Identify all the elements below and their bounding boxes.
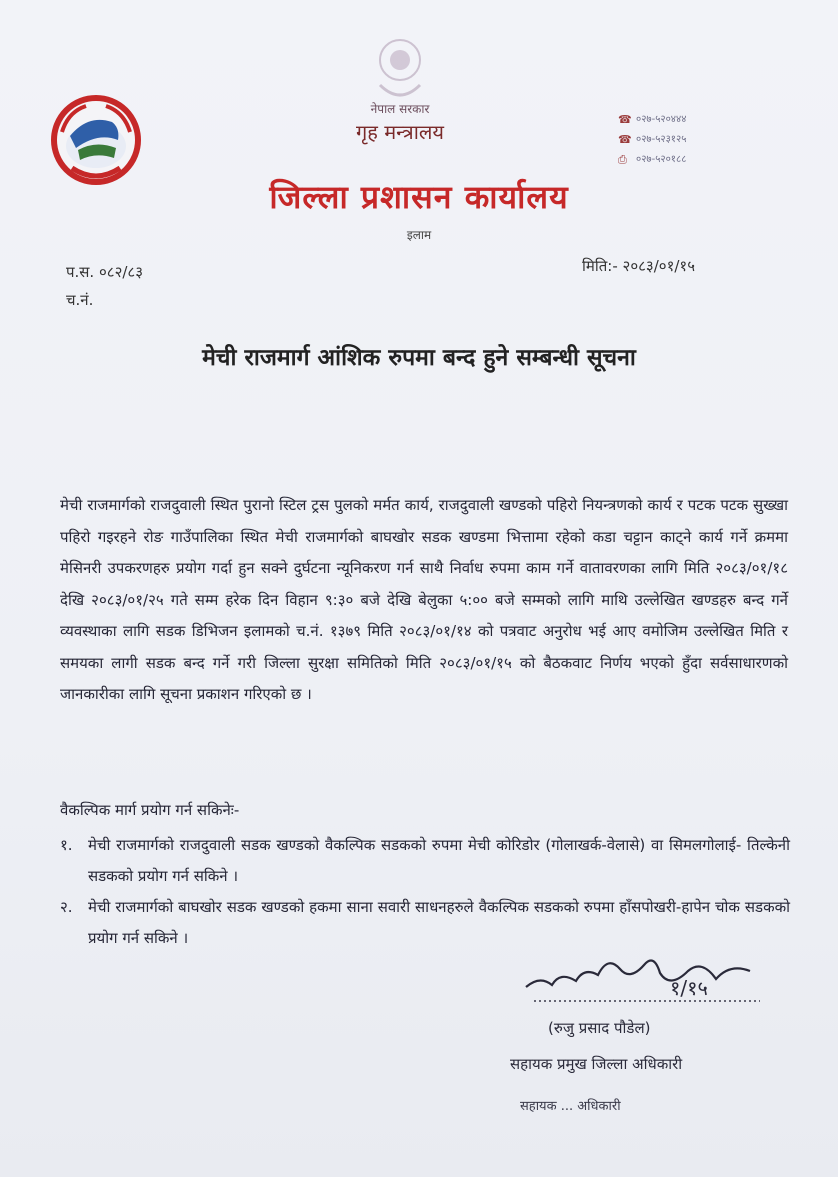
contact-list [618,110,686,170]
ministry-seal-icon [365,30,435,110]
alternatives-list [60,830,790,954]
alternatives-heading: वैकल्पिक मार्ग प्रयोग गर्न सकिनेः- [60,801,240,819]
fax-icon: ⎙ [618,153,627,166]
ministry-block [300,100,500,146]
nepal-emblem-icon [48,92,144,188]
official-stamp: सहायक ... अधिकारी [520,1099,621,1114]
ministry-name: गृह मन्त्रालय [355,120,445,144]
fiscal-number: प.स. ०८२/८३ [66,263,144,281]
phone-icon: ☎ [618,113,632,126]
item-number: १. [60,836,73,854]
contact-phone-1 [618,110,686,130]
contact-number: ०२७-५२०४४४ [636,114,687,125]
item-text: मेची राजमार्गको बाघखोर सडक खण्डको हकमा साना सवारी साधनहरुले वैकल्पिक सडकको रुपमा हाँसपोखरी-हापेन चोक सडकको प्रयोग गर्न सकिने । [88,898,790,947]
government-name: नेपाल सरकार [370,102,430,116]
handwritten-signature-icon [520,945,780,1015]
office-title: जिल्ला प्रशासन कार्यालय [269,178,569,216]
contact-phone-2 [618,130,686,150]
list-item [60,830,790,892]
notice-body: मेची राजमार्गको राजदुवाली स्थित पुरानो स्टिल ट्रस पुलको मर्मत कार्य, राजदुवाली खण्डको पहिरो नियन्त्रणको कार्य र पटक पटक सुख्खा पहिरो गइरहने रोङ गाउँपालिका स्थित मेची राजमार्गको बाघखोर सडक खण्डमा भित्तामा रहेको कडा चट्टान काट्ने कार्य गर्ने क्रममा मेसिनरी उपकरणहरु प्रयोग गर्दा हुन सक्ने दुर्घटना न्यूनिकरण गर्न साथै निर्वाध रुपमा काम गर्ने वातावरणका लागि मिति २०८३/०१/१८ देखि २०८३/०१/२५ गते सम्म हरेक दिन विहान ९:३० बजे देखि बेलुका ५:०० बजे सम्मको लागि माथि उल्लेखित खण्डहरु बन्द गर्ने व्यवस्थाका लागि सडक डिभिजन इलामको च.नं. १३७९ मिति २०८३/०१/१४ को पत्रवाट अनुरोध भई आए वमोजिम उल्लेखित मिति र समयका लागी सडक बन्द गर्ने गरी जिल्ला सुरक्षा समितिको मिति २०८३/०१/१५ को बैठकवाट निर्णय भएको हुँदा सर्वसाधारणको जानकारीका लागि सूचना प्रकाशन गरिएको छ । [60,496,788,703]
signer-designation: सहायक प्रमुख जिल्ला अधिकारी [510,1055,683,1073]
reference-block [66,258,143,314]
item-number: २. [60,898,73,916]
notice-subject: मेची राजमार्ग आंशिक रुपमा बन्द हुने सम्बन्धी सूचना [202,345,636,371]
dispatch-number: च.नं. [66,291,94,309]
item-text: मेची राजमार्गको राजदुवाली सडक खण्डको वैकल्पिक सडकको रुपमा मेची कोरिडोर (गोलाखर्क-वेलासे) वा सिमलगोलाई- तिल्केनी सडकको प्रयोग गर्न सकिने । [88,836,790,885]
letter-date: मिति:- २०८३/०१/१५ [582,257,696,275]
phone-icon: ☎ [618,133,632,146]
contact-number: ०२७-५२०१८८ [636,154,687,165]
contact-fax [618,150,686,170]
signer-name: (रुजु प्रसाद पौडेल) [548,1019,651,1037]
district-name: इलाम [406,228,432,242]
signature-date: १/१५ [670,976,708,1000]
contact-number: ०२७-५२३१२५ [636,134,687,145]
